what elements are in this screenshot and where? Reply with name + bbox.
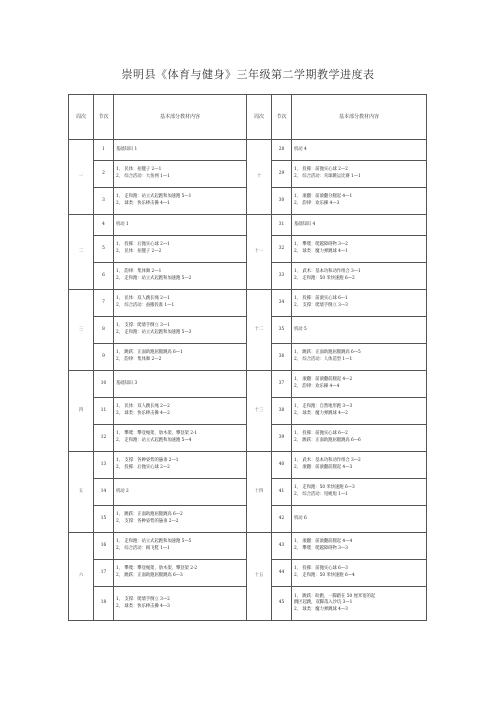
lesson-number: 7 xyxy=(94,290,114,317)
lesson-content: 1、 支撑：爬墙手倒立 3—1 2、 走和跑：站立式起跑和加速跑 5—3 xyxy=(114,317,247,344)
week-cell: 二 xyxy=(69,215,94,290)
week-cell: 五 xyxy=(69,452,94,533)
week-cell: 十四 xyxy=(247,452,272,533)
lesson-content: 1、 滚翻：前滚翻前腿起 4—2 2、 韵律：欢乐操 4—4 xyxy=(292,371,427,398)
week-cell: 六 xyxy=(69,533,94,621)
lesson-number: 36 xyxy=(272,344,292,371)
lesson-number: 38 xyxy=(272,398,292,425)
table-row xyxy=(69,140,427,161)
lesson-number: 5 xyxy=(94,236,114,263)
lesson-content: 1、 走和跑：50 米快速跑 6—3 2、 综合活动：甩绳炮 1—1 xyxy=(292,479,427,506)
lesson-content: 1、 跳跃：正面助跑屈腿跳高 6—5 2、 综合活动：人体造型 1—1 xyxy=(292,344,427,371)
lesson-number: 34 xyxy=(272,290,292,317)
header-lesson: 节次 xyxy=(94,95,114,140)
lesson-content: 基础知识 3 xyxy=(114,371,247,398)
table-row xyxy=(69,452,427,479)
lesson-content: 1、 民体：双人跳长绳 2—1 2、 综合活动：蚕搬投准 1—1 xyxy=(114,290,247,317)
lesson-number: 17 xyxy=(94,560,114,587)
lesson-number: 10 xyxy=(94,371,114,398)
lesson-number: 29 xyxy=(272,161,292,188)
table-row xyxy=(69,371,427,398)
lesson-content: 1、 支撑：爬墙手倒立 3—2 2、 球类：快乐棒击操 4—3 xyxy=(114,587,247,621)
lesson-number: 18 xyxy=(94,587,114,621)
lesson-content: 1、 投掷：后抛实心球 2—1 2、 民体：拍毽子 2—2 xyxy=(114,236,247,263)
week-cell: 十 xyxy=(247,140,272,215)
lesson-number: 33 xyxy=(272,263,292,290)
lesson-number: 37 xyxy=(272,371,292,398)
lesson-content: 1、 跳跃：助跑，一脚踏在 50 厘米宽的起 跳区起跳，双脚落入沙坑 3—1 2、 球类：魔力弹跳球 4—3 xyxy=(292,587,427,621)
lesson-content: 1、 攀爬：攀登绳架、肋木架、攀登架 2-2 2、 跳跃：正面助跑屈腿跳高 6—3 xyxy=(114,560,247,587)
lesson-number: 45 xyxy=(272,587,292,621)
lesson-number: 3 xyxy=(94,188,114,215)
week-cell: 十一 xyxy=(247,215,272,290)
lesson-number: 40 xyxy=(272,452,292,479)
table-row xyxy=(69,290,427,317)
lesson-content: 1、 走和跑：自然地形跑 3—3 2、 球类：魔力弹跳球 4—2 xyxy=(292,398,427,425)
week-cell: 一 xyxy=(69,140,94,215)
lesson-content: 1、 走和跑：站立式起跑和加速跑 5—1 2、 球类：快乐棒击操 4—1 xyxy=(114,188,247,215)
lesson-number: 42 xyxy=(272,506,292,533)
lesson-content: 1、 滚翻：前滚翻分腿起 4—1 2、 韵律：欢乐操 4—3 xyxy=(292,188,427,215)
lesson-content: 1、 跳跃：正面助跑屈腿跳高 6—1 2、 韵律：集体舞 2—2 xyxy=(114,344,247,371)
lesson-number: 14 xyxy=(94,479,114,506)
lesson-number: 41 xyxy=(272,479,292,506)
lesson-content: 1、 投掷：前滚实心球 6—1 2、 支撑：爬墙手倒立 3—3 xyxy=(292,290,427,317)
header-row xyxy=(69,95,427,140)
lesson-number: 4 xyxy=(94,215,114,236)
lesson-number: 1 xyxy=(94,140,114,161)
lesson-number: 16 xyxy=(94,533,114,560)
lesson-content: 1、 民体：拍毽子 2—1 2、 综合活动：大鱼网 1—1 xyxy=(114,161,247,188)
lesson-content: 1、 支撑：各种姿势的悬垂 2—1 2、 投掷：后抛实心球 2—2 xyxy=(114,452,247,479)
lesson-number: 9 xyxy=(94,344,114,371)
week-cell: 三 xyxy=(69,290,94,371)
page-title: 崇明县《体育与健身》三年级第二学期教学进度表 xyxy=(121,68,375,81)
lesson-content: 机动 6 xyxy=(292,506,427,533)
week-cell: 四 xyxy=(69,371,94,452)
lesson-number: 44 xyxy=(272,560,292,587)
week-cell: 十二 xyxy=(247,290,272,371)
lesson-content: 基础知识 4 xyxy=(292,215,427,236)
lesson-number: 12 xyxy=(94,425,114,452)
lesson-content: 机动 2 xyxy=(114,479,247,506)
lesson-number: 6 xyxy=(94,263,114,290)
lesson-number: 31 xyxy=(272,215,292,236)
header-week-right: 周次 xyxy=(247,95,272,140)
lesson-content: 1、 跳跃：正面助跑屈腿跳高 6—2 2、 支撑：各种姿势的悬垂 2—2 xyxy=(114,506,247,533)
lesson-content: 1、 投掷：前抛实心球 6—3 2、 走和跑：50 米快速跑 6—4 xyxy=(292,560,427,587)
lesson-number: 32 xyxy=(272,236,292,263)
week-cell: 十五 xyxy=(247,533,272,621)
header-content: 基本部分教材内容 xyxy=(114,95,247,140)
lesson-number: 30 xyxy=(272,188,292,215)
week-cell: 十三 xyxy=(247,371,272,452)
lesson-number: 39 xyxy=(272,425,292,452)
lesson-content: 基础知识 1 xyxy=(114,140,247,161)
lesson-content: 1、 韵律：集体舞 2—1 2、 走和跑：站立式起跑和加速跑 5—2 xyxy=(114,263,247,290)
lesson-number: 8 xyxy=(94,317,114,344)
table-row xyxy=(69,533,427,560)
lesson-number: 15 xyxy=(94,506,114,533)
lesson-content: 1、 走和跑：站立式起跑和加速跑 5—5 2、 综合活动：揭飞鞋 1—1 xyxy=(114,533,247,560)
lesson-number: 43 xyxy=(272,533,292,560)
lesson-content: 1、 民体：双人跳长绳 2—2 2、 球类：快乐棒击操 4—2 xyxy=(114,398,247,425)
lesson-content: 机动 4 xyxy=(292,140,427,161)
header-week: 周次 xyxy=(69,95,94,140)
schedule-table xyxy=(68,94,427,621)
lesson-number: 11 xyxy=(94,398,114,425)
header-lesson-right: 节次 xyxy=(272,95,292,140)
lesson-content: 机动 1 xyxy=(114,215,247,236)
lesson-number: 35 xyxy=(272,317,292,344)
table-row xyxy=(69,215,427,236)
lesson-number: 2 xyxy=(94,161,114,188)
lesson-content: 1、 滚翻：前滚翻前腿起 4—4 2、 攀爬：爬越障碍物 3—3 xyxy=(292,533,427,560)
lesson-number: 28 xyxy=(272,140,292,161)
lesson-content: 1、 攀爬：爬越障碍物 3—2 2、 球类：魔力弹跳球 4—1 xyxy=(292,236,427,263)
lesson-content: 1、 武术：基本功和动作组合 3—2 2、 滚翻：前滚翻前腿起 4—3 xyxy=(292,452,427,479)
lesson-content: 1、 投掷：前抛实心球 2—2 2、 综合活动：夹球跳运比赛 1—1 xyxy=(292,161,427,188)
lesson-content: 1、 攀爬：攀登绳架、肋木架、攀登架 2-1 2、 走和跑：站立式起跑和加速跑 5—4 xyxy=(114,425,247,452)
lesson-content: 机动 5 xyxy=(292,317,427,344)
lesson-content: 1、 投掷：前抛实心球 6—2 2、 跳跃：正面助跑屈腿跳高 6—6 xyxy=(292,425,427,452)
lesson-number: 13 xyxy=(94,452,114,479)
lesson-content: 1、 武术：基本功和动作组合 3—1 2、 走和跑：50 米快速跑 6—2 xyxy=(292,263,427,290)
header-content-right: 基本部分教材内容 xyxy=(292,95,427,140)
